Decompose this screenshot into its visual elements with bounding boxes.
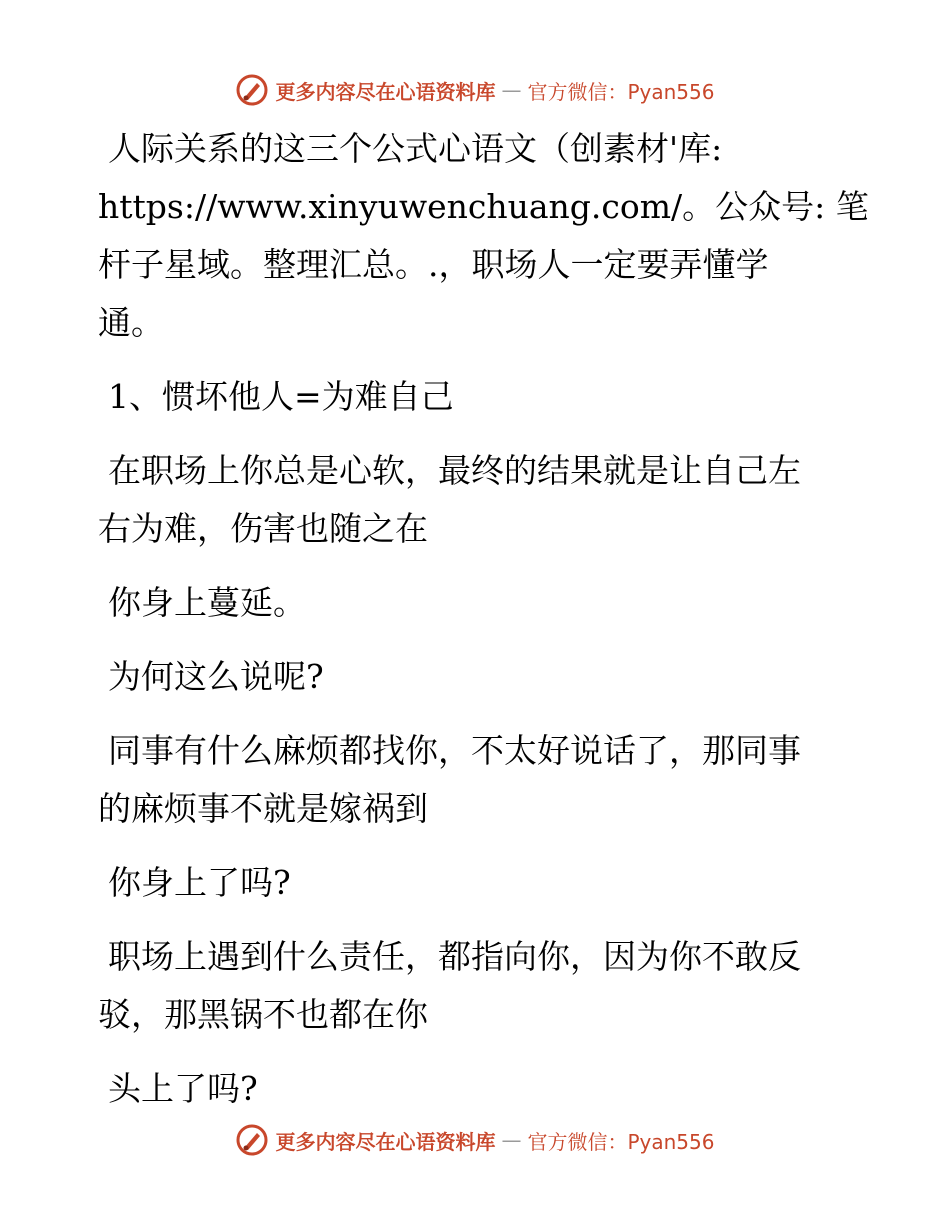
watermark-separator: — <box>501 1128 522 1152</box>
text-line: 你身上了吗? <box>108 863 291 902</box>
text-line: 你身上蔓延。 <box>108 583 306 622</box>
watermark-wechat: 官方微信：Pyan556 <box>527 1129 715 1154</box>
footer-watermark <box>0 1120 950 1160</box>
text-line: 的麻烦事不就是嫁祸到 <box>98 789 428 828</box>
watermark-wechat: 官方微信：Pyan556 <box>527 79 715 104</box>
text-line: 右为难，伤害也随之在 <box>98 509 428 548</box>
heading-line: 1、惯坏他人=为难自己 <box>108 377 454 416</box>
text-line: 杆子星域。整理汇总。.，职场人一定要弄懂学 <box>98 245 769 284</box>
paragraph <box>98 928 838 1044</box>
watermark-text: 更多内容尽在心语资料库 <box>275 1129 496 1154</box>
text-line: 为何这么说呢? <box>108 657 324 696</box>
paragraph <box>98 442 838 558</box>
watermark-separator: — <box>501 78 522 102</box>
pen-seal-logo-icon <box>235 73 269 107</box>
paragraph <box>98 722 838 838</box>
document-body <box>98 120 869 1118</box>
text-line: 通。 <box>98 303 164 342</box>
paragraph-intro <box>98 120 869 352</box>
pen-seal-logo-icon <box>235 1123 269 1157</box>
header-watermark <box>0 70 950 110</box>
text-line: 头上了吗? <box>108 1069 258 1108</box>
paragraph <box>98 574 838 632</box>
text-line: 职场上遇到什么责任，都指向你，因为你不敢反 <box>108 937 801 976</box>
text-line: 同事有什么麻烦都找你，不太好说话了，那同事 <box>108 731 801 770</box>
paragraph <box>98 648 838 706</box>
watermark-text: 更多内容尽在心语资料库 <box>275 79 496 104</box>
text-line: 驳，那黑锅不也都在你 <box>98 995 428 1034</box>
text-line: 在职场上你总是心软，最终的结果就是让自己左 <box>108 451 801 490</box>
paragraph <box>98 854 838 912</box>
paragraph <box>98 1060 838 1118</box>
text-line: https://www.xinyuwenchuang.com/。公众号: 笔 <box>98 187 869 226</box>
section-heading <box>98 368 838 426</box>
text-line: 人际关系的这三个公式心语文（创素材'库: <box>108 129 723 168</box>
